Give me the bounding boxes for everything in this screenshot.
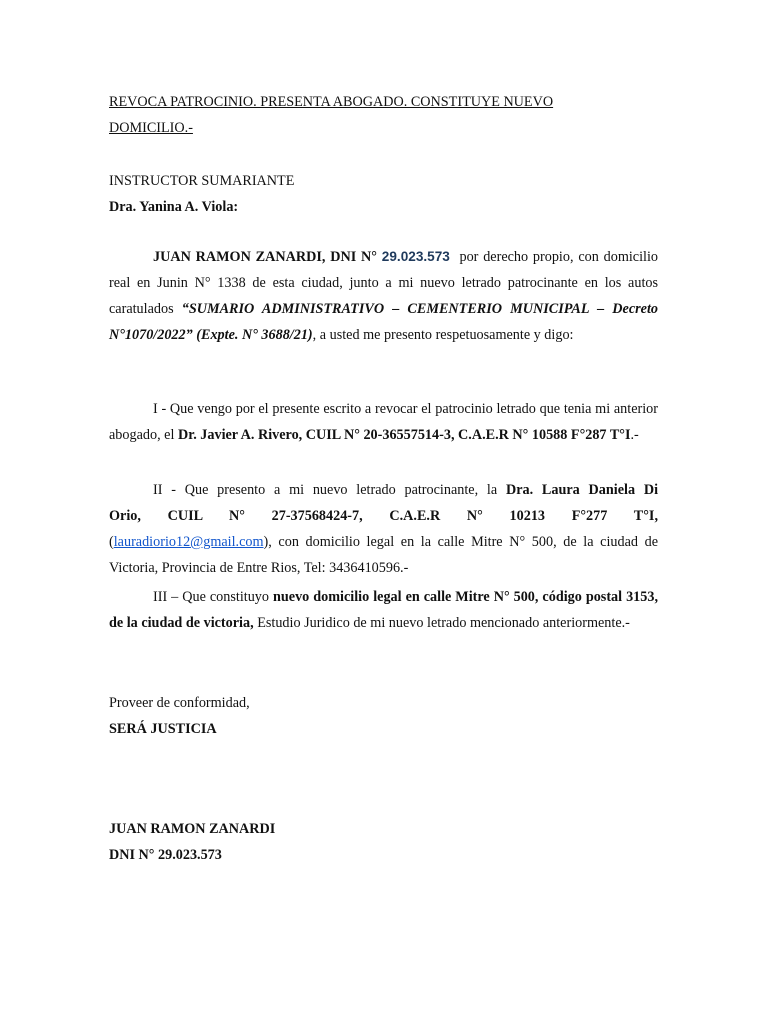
intro-text-2: , a usted me presento respetuosamente y digo: [312, 327, 574, 343]
section-2-text-2: ), con domicilio legal en la calle Mitre N° 500, de la ciudad de Victoria, Provincia de Entre Rios, Tel: 3436410596.- [109, 534, 658, 576]
addressee-role: INSTRUCTOR SUMARIANTE [109, 173, 295, 189]
new-lawyer-line-1: Dra. Laura Daniela Di [505, 482, 659, 498]
intro-paragraph [109, 244, 658, 348]
email-link[interactable]: lauradiorio12@gmail.com [113, 534, 264, 550]
title-line-1: REVOCA PATROCINIO. PRESENTA ABOGADO. CONSTITUYE NUEVO [109, 94, 554, 110]
signature-block [109, 816, 658, 868]
section-3-paragraph [109, 584, 658, 636]
closing-line-1: Proveer de conformidad, [109, 695, 250, 711]
intro-text-1: por derecho propio, con domicilio real en Junin N° 1338 de esta ciudad, junto a mi nuevo letrado patrocinante en los autos caratulados [109, 249, 659, 317]
signature-name: JUAN RAMON ZANARDI [109, 821, 276, 837]
case-title: “SUMARIO ADMINISTRATIVO – CEMENTERIO MUNICIPAL – Decreto N°1070/2022” (Expte. N° 3688/21) [109, 301, 658, 343]
section-3-text-2: Estudio Juridico de mi nuevo letrado mencionado anteriormente.- [257, 615, 630, 631]
section-1-paragraph [109, 396, 658, 448]
petitioner-dni: 29.023.573 [381, 249, 450, 264]
title-line-2: DOMICILIO.- [109, 120, 193, 136]
paren-open: ( [109, 534, 114, 550]
section-2-text-1: II - Que presento a mi nuevo letrado patrocinante, la [153, 482, 498, 498]
addressee-name: Dra. Yanina A. Viola: [109, 199, 239, 215]
new-domicile: nuevo domicilio legal en calle Mitre N° 500, código postal 3153, de la ciudad de victoria, [109, 589, 659, 631]
new-lawyer-line-2: Orio, CUIL N° 27-37568424-7, C.A.E.R N° 10213 F°277 T°I, [109, 508, 658, 524]
addressee-block [109, 168, 658, 220]
signature-dni: DNI N° 29.023.573 [109, 847, 222, 863]
section-2-paragraph [109, 477, 658, 581]
petitioner-name: JUAN RAMON ZANARDI, DNI N° [153, 249, 377, 265]
document-title [109, 89, 658, 141]
section-3-text-1: III – Que constituyo [153, 589, 269, 605]
closing-line-2: SERÁ JUSTICIA [109, 721, 217, 737]
previous-lawyer: Dr. Javier A. Rivero, CUIL N° 20-36557514-3, C.A.E.R N° 10588 F°287 T°I [177, 427, 631, 443]
section-1-text-1: I - Que vengo por el presente escrito a revocar el patrocinio letrado que tenia mi anterior abogado, el [109, 401, 658, 443]
closing-block [109, 690, 658, 742]
section-1-text-2: .- [630, 427, 639, 443]
